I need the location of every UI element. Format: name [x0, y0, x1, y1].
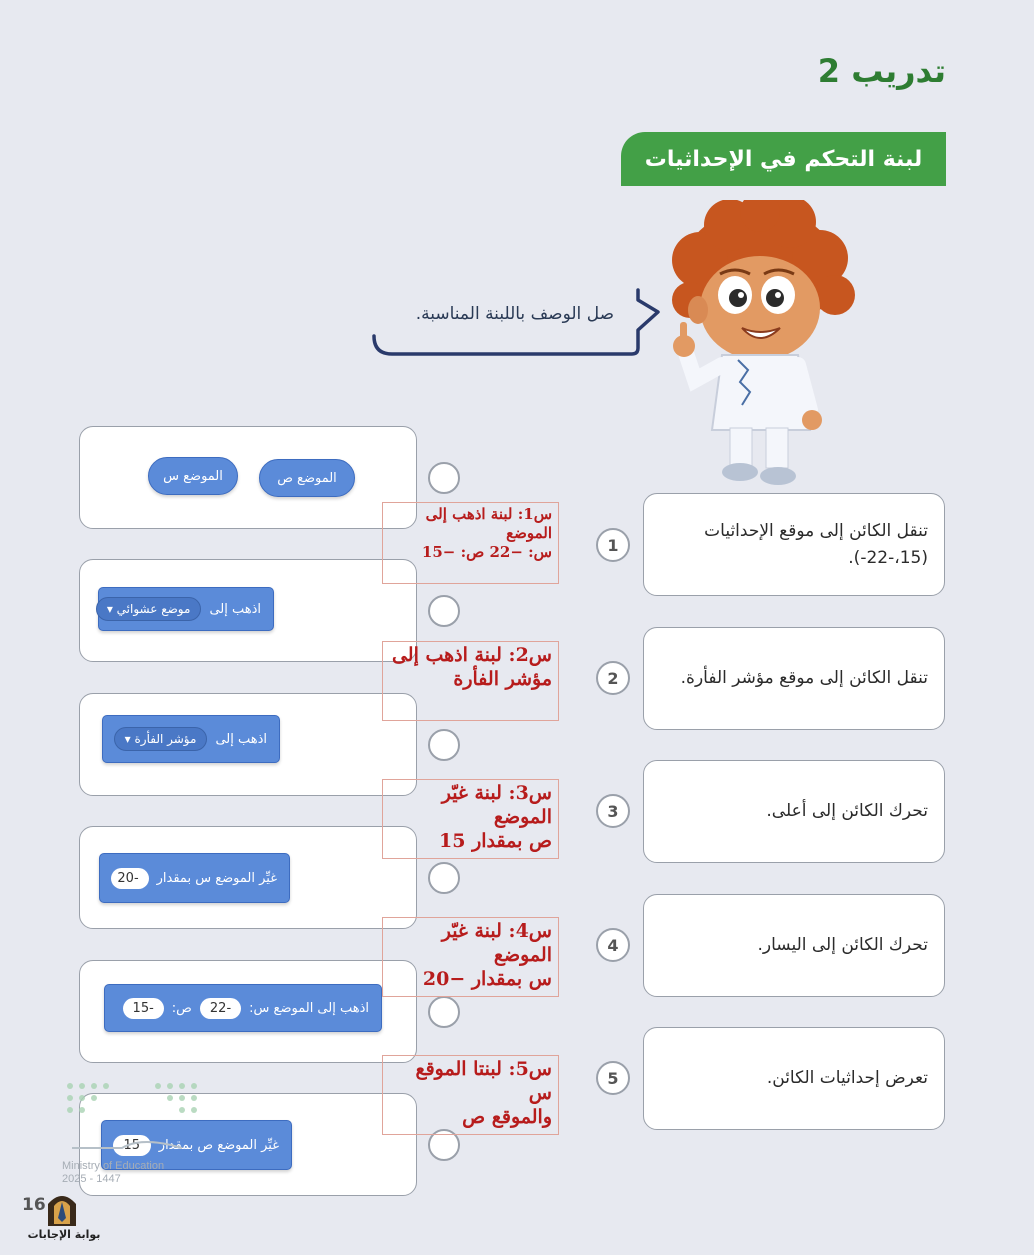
- answer-2: [382, 641, 559, 721]
- mouse-pointer-dropdown: مؤشر الفأرة ▾: [114, 727, 208, 751]
- answers-portal-label: بوابة الإجابات: [27, 1228, 101, 1241]
- answer-5: [382, 1055, 559, 1135]
- number-badge-3: 3: [596, 794, 630, 828]
- ministry-name: Ministry of Education: [62, 1160, 165, 1172]
- answer-4: [382, 917, 559, 997]
- description-1: تنقل الكائن إلى موقع الإحداثيات (15،-22-).: [643, 493, 945, 596]
- answer-1: [382, 502, 559, 584]
- block-goto-random: [98, 587, 274, 631]
- goto-x-value: -22: [200, 998, 241, 1019]
- block-goto-label: اذهب إلى: [215, 731, 267, 747]
- ministry-text: [62, 1160, 164, 1186]
- connector-circle-3[interactable]: [428, 729, 460, 761]
- answer-4-line2: س بمقدار −20: [422, 967, 552, 990]
- section-banner: لبنة التحكم في الإحداثيات: [621, 132, 946, 186]
- number-badge-4: 4: [596, 928, 630, 962]
- answer-2-line2: مؤشر الفأرة: [453, 667, 552, 690]
- ministry-year: 2025 - 1447: [62, 1173, 121, 1186]
- description-4: تحرك الكائن إلى اليسار.: [643, 894, 945, 997]
- block-x-position-reporter: الموضع س: [148, 457, 238, 495]
- number-badge-1: 1: [596, 528, 630, 562]
- answer-3: [382, 779, 559, 859]
- answer-3-line1: س3: لبنة غيّر الموضع: [441, 782, 552, 828]
- answer-1-line1: س1: لبنة اذهب إلى الموضع: [425, 505, 552, 542]
- block-goto-xy-label: اذهب إلى الموضع س:: [249, 1000, 369, 1016]
- number-badge-5: 5: [596, 1061, 630, 1095]
- connector-circle-4[interactable]: [428, 862, 460, 894]
- page-number: 16: [22, 1195, 46, 1215]
- change-x-value: -20: [111, 868, 149, 889]
- number-badge-2: 2: [596, 661, 630, 695]
- block-goto-xy: [104, 984, 382, 1032]
- ministry-logo-icon: [62, 1078, 202, 1158]
- goto-y-value: -15: [123, 998, 164, 1019]
- description-2: تنقل الكائن إلى موقع مؤشر الفأرة.: [643, 627, 945, 730]
- answer-5-line1: س5: لبنتا الموقع س: [415, 1058, 552, 1104]
- random-position-dropdown: موضع عشوائي ▾: [96, 597, 202, 621]
- connector-circle-1[interactable]: [428, 462, 460, 494]
- change-y-value: 15: [113, 1135, 151, 1156]
- answer-2-line1: س2: لبنة اذهب إلى: [391, 644, 552, 666]
- block-goto-label: اذهب إلى: [209, 601, 261, 617]
- answers-portal-logo-icon: [44, 1188, 80, 1228]
- answer-4-line1: س4: لبنة غيّر الموضع: [441, 920, 552, 966]
- block-change-x-label: غيِّر الموضع س بمقدار: [156, 870, 277, 886]
- answer-3-line2: ص بمقدار 15: [439, 829, 552, 852]
- block-change-y-label: غيِّر الموضع ص بمقدار: [158, 1137, 279, 1153]
- page-title: تدريب 2: [817, 52, 946, 90]
- description-5: تعرض إحداثيات الكائن.: [643, 1027, 945, 1130]
- block-change-x: [99, 853, 290, 903]
- connector-circle-2[interactable]: [428, 595, 460, 627]
- block-goto-mouse: [102, 715, 280, 763]
- answer-1-line2: س: −22 ص: −15: [421, 542, 552, 561]
- boy-character-illustration: [660, 200, 860, 490]
- instruction-text: صل الوصف باللبنة المناسبة.: [415, 304, 614, 324]
- answer-5-line2: والموقع ص: [462, 1105, 552, 1128]
- connector-circle-5[interactable]: [428, 996, 460, 1028]
- description-3: تحرك الكائن إلى أعلى.: [643, 760, 945, 863]
- block-box-1: [79, 426, 417, 529]
- block-goto-y-label: ص:: [171, 1000, 192, 1016]
- block-y-position-reporter: الموضع ص: [259, 459, 355, 497]
